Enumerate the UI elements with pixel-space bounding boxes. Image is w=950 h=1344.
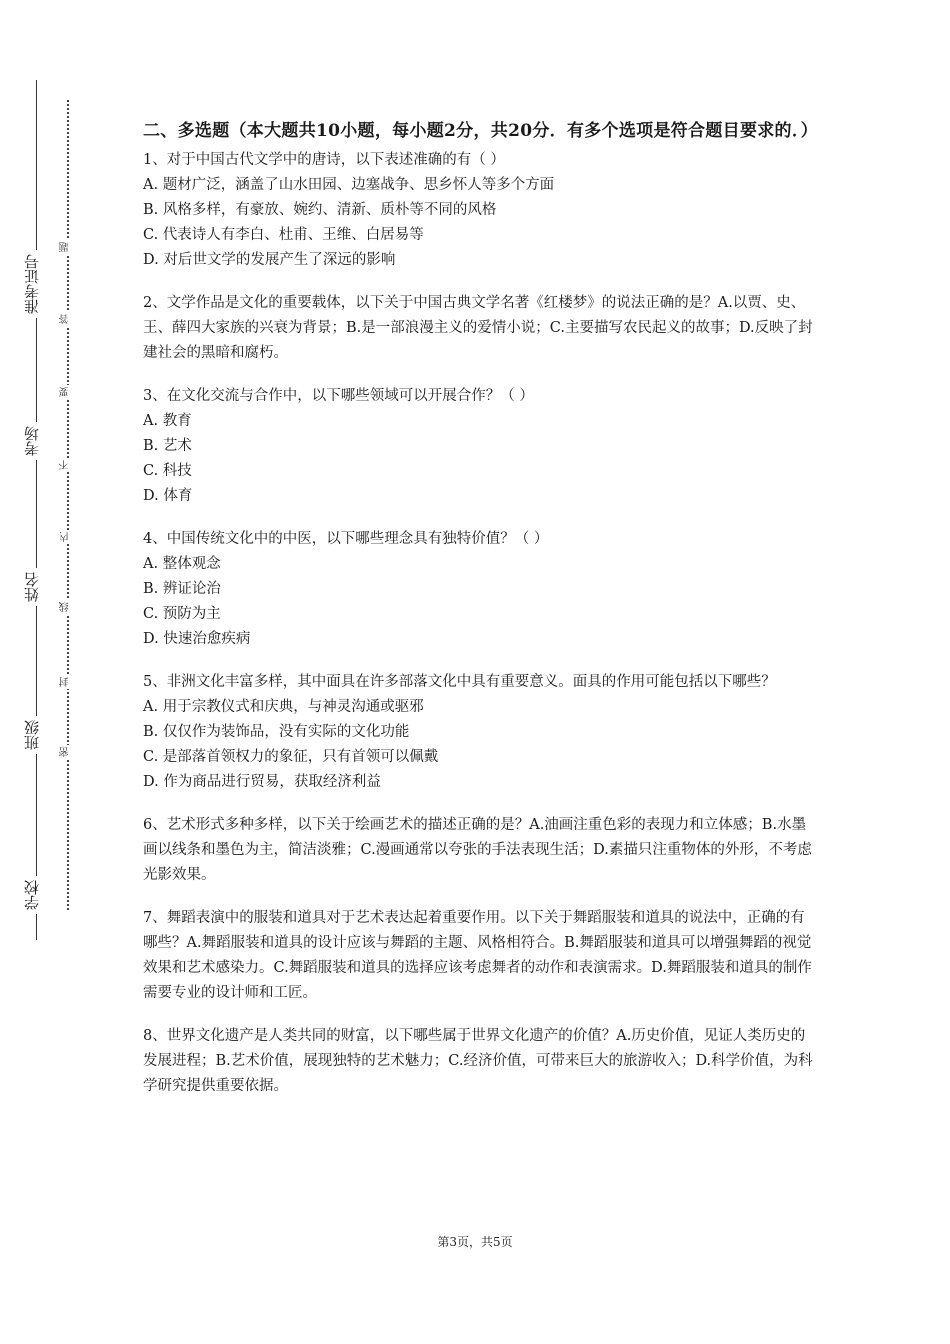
question-stem: 1、对于中国古代文学中的唐诗，以下表述准确的有（ ） xyxy=(143,152,505,168)
question-stem: 3、在文化交流与合作中，以下哪些领域可以开展合作？（ ） xyxy=(143,388,534,404)
exam-content xyxy=(143,118,818,1099)
question-stem: 2、文学作品是文化的重要载体，以下关于中国古典文学名著《红楼梦》的说法正确的是？A.以贾、史、王、薛四大家族的兴衰为背景；B.是一部浪漫主义的爱情小说；C.主要描写农民起义的故事；D.反映了封建社会的黑暗和腐朽。 xyxy=(143,295,813,361)
seal-char: 答 xyxy=(60,312,76,326)
seal-char: 线 xyxy=(60,600,76,614)
question-4 xyxy=(143,527,813,652)
question-8 xyxy=(143,1024,813,1099)
question-stem: 6、艺术形式多种多样，以下关于绘画艺术的描述正确的是？A.油画注重色彩的表现力和立体感；B.水墨画以线条和墨色为主，简洁淡雅；C.漫画通常以夸张的手法表现生活；D.素描只注重物体的外形，不考虑光影效果。 xyxy=(143,817,812,883)
question-7 xyxy=(143,906,813,1006)
field-exam-room: 考场 xyxy=(24,422,48,460)
option-d: D. 快速治愈疾病 xyxy=(143,631,251,647)
binding-line xyxy=(36,80,37,940)
option-c: C. 科技 xyxy=(143,463,192,479)
option-b: B. 风格多样，有豪放、婉约、清新、质朴等不同的风格 xyxy=(143,202,497,218)
question-6 xyxy=(143,813,813,888)
option-b: B. 仅仅作为装饰品，没有实际的文化功能 xyxy=(143,724,410,740)
option-d: D. 体育 xyxy=(143,488,193,504)
option-d: D. 作为商品进行贸易，获取经济利益 xyxy=(143,774,381,790)
seal-char: 要 xyxy=(60,385,76,399)
seal-char: 密 xyxy=(60,745,76,759)
field-class: 班级 xyxy=(24,716,48,754)
binding-info-fields xyxy=(22,80,48,940)
question-3 xyxy=(143,384,813,509)
seal-char: 题 xyxy=(60,240,76,254)
question-stem: 7、舞蹈表演中的服装和道具对于艺术表达起着重要作用。以下关于舞蹈服装和道具的说法中，正确的有哪些？A.舞蹈服装和道具的设计应该与舞蹈的主题、风格相符合。B.舞蹈服装和道具可以增强舞蹈的视觉效果和艺术感染力。C.舞蹈服装和道具的选择应该考虑舞者的动作和表演需求。D.舞蹈服装和道具的制作需要专业的设计师和工匠。 xyxy=(143,910,812,1001)
question-1 xyxy=(143,148,813,273)
question-stem: 8、世界文化遗产是人类共同的财富，以下哪些属于世界文化遗产的价值？A.历史价值，见证人类历史的发展进程；B.艺术价值，展现独特的艺术魅力；C.经济价值，可带来巨大的旅游收入；D.科学价值，为科学研究提供重要依据。 xyxy=(143,1028,813,1094)
option-c: C. 预防为主 xyxy=(143,606,221,622)
option-b: B. 辨证论治 xyxy=(143,581,221,597)
seal-char: 封 xyxy=(60,675,76,689)
question-5 xyxy=(143,670,813,795)
field-name: 姓名 xyxy=(24,568,48,606)
option-a: A. 题材广泛，涵盖了山水田园、边塞战争、思乡怀人等多个方面 xyxy=(143,177,555,193)
option-c: C. 代表诗人有李白、杜甫、王维、白居易等 xyxy=(143,227,424,243)
field-school: 学校 xyxy=(24,876,48,914)
option-d: D. 对后世文学的发展产生了深远的影响 xyxy=(143,252,396,268)
option-a: A. 教育 xyxy=(143,413,192,429)
question-stem: 5、非洲文化丰富多样，其中面具在许多部落文化中具有重要意义。面具的作用可能包括以下哪些？ xyxy=(143,674,776,690)
option-b: B. 艺术 xyxy=(143,438,192,454)
field-exam-number: 准考证号 xyxy=(24,250,48,318)
seal-char: 不 xyxy=(60,458,76,472)
option-c: C. 是部落首领权力的象征，只有首领可以佩戴 xyxy=(143,749,439,765)
option-a: A. 用于宗教仪式和庆典，与神灵沟通或驱邪 xyxy=(143,699,424,715)
page-footer: 第3页，共5页 xyxy=(437,1235,513,1249)
seal-dotted-line xyxy=(67,100,69,910)
option-a: A. 整体观念 xyxy=(143,556,221,572)
seal-line xyxy=(60,100,76,910)
seal-char: 内 xyxy=(60,530,76,544)
question-2 xyxy=(143,291,813,366)
section-title: 二、多选题（本大题共10小题，每小题2分，共20分．有多个选项是符合题目要求的．） xyxy=(143,121,818,141)
question-stem: 4、中国传统文化中的中医，以下哪些理念具有独特价值？（ ） xyxy=(143,531,549,547)
